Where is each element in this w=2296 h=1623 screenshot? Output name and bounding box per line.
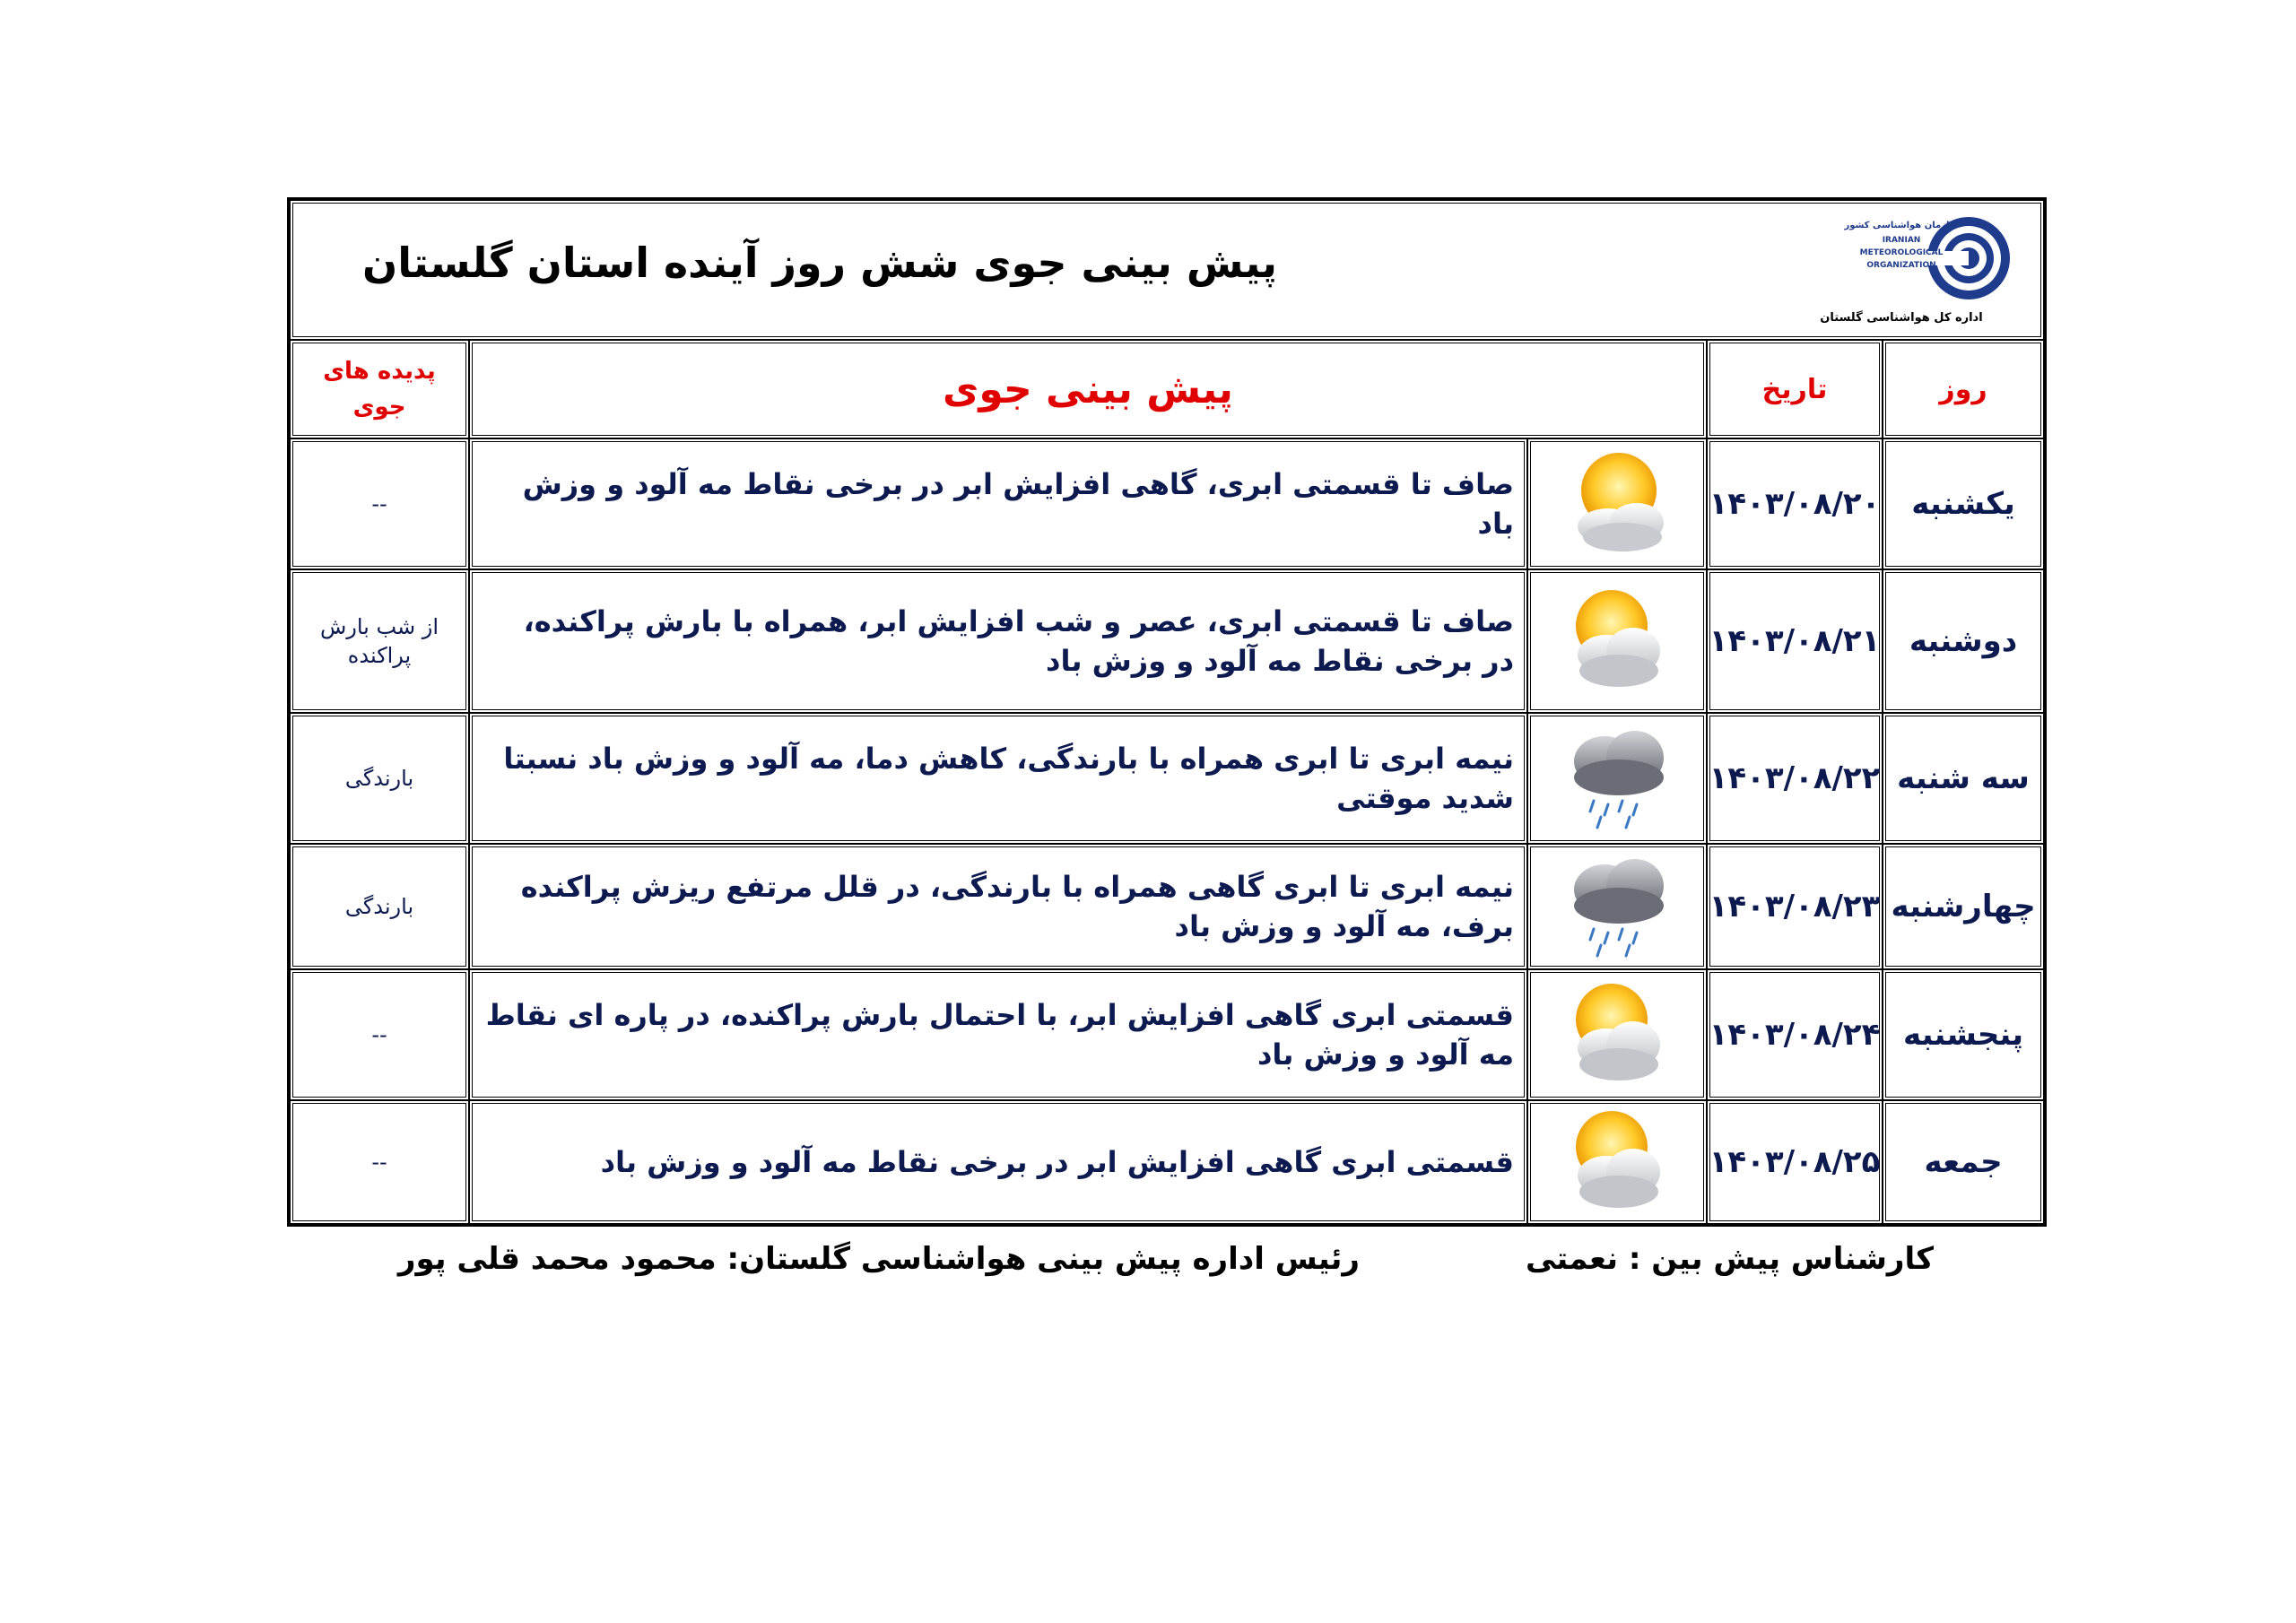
department-head-name: رئیس اداره پیش بینی هواشناسی گلستان: محمود محمد قلی پور <box>397 1241 1360 1277</box>
table-row <box>290 844 2044 969</box>
icon-cell <box>1527 438 1707 569</box>
icon-cell <box>1527 844 1707 969</box>
date-cell: ۱۴۰۳/۰۸/۲۰ <box>1707 438 1883 569</box>
table-row <box>290 713 2044 844</box>
forecast-cell: صاف تا قسمتی ابری، گاهی افزایش ابر در برخی نقاط مه آلود و وزش باد <box>469 438 1527 569</box>
forecast-table <box>287 197 2047 1227</box>
page-title: پیش بینی جوی شش روز آینده استان گلستان <box>361 239 1278 287</box>
rain-cloud-icon <box>1554 718 1680 835</box>
day-header: روز <box>1883 340 2044 438</box>
date-header: تاریخ <box>1707 340 1883 438</box>
logo-subtitle: اداره کل هواشناسی گلستان <box>1820 311 1983 325</box>
day-cell: دوشنبه <box>1883 569 2044 713</box>
date-cell: ۱۴۰۳/۰۸/۲۳ <box>1707 844 1883 969</box>
cloudy-sun-icon <box>1554 581 1680 698</box>
logo-org-en-1: IRANIAN <box>1882 236 1921 245</box>
meteorological-organization-logo <box>1794 212 2027 328</box>
icon-cell <box>1527 1100 1707 1224</box>
forecast-cell: صاف تا قسمتی ابری، عصر و شب افزایش ابر، همراه با بارش پراکنده، در برخی نقاط مه آلود و وزش باد <box>469 569 1527 713</box>
forecast-cell: نیمه ابری تا ابری گاهی همراه با بارندگی، در قلل مرتفع ریزش پراکنده برف، مه آلود و وزش باد <box>469 844 1527 969</box>
icon-cell <box>1527 713 1707 844</box>
icon-cell <box>1527 569 1707 713</box>
title-cell <box>290 200 2044 340</box>
day-cell: جمعه <box>1883 1100 2044 1224</box>
day-cell: یکشنبه <box>1883 438 2044 569</box>
table-row <box>290 969 2044 1100</box>
logo-org-fa: سازمان هواشناسی کشور <box>1844 221 1959 230</box>
forecast-cell: قسمتی ابری گاهی افزایش ابر در برخی نقاط مه آلود و وزش باد <box>469 1100 1527 1224</box>
forecast-sheet <box>287 197 2041 1227</box>
forecast-header: پیش بینی جوی <box>469 340 1707 438</box>
forecaster-name: کارشناس پیش بین : نعمتی <box>1525 1241 1934 1277</box>
date-cell: ۱۴۰۳/۰۸/۲۲ <box>1707 713 1883 844</box>
signature-footer <box>287 1241 2041 1295</box>
title-row <box>290 200 2044 340</box>
cloudy-sun-icon <box>1554 975 1680 1091</box>
rain-cloud-icon <box>1554 846 1680 963</box>
date-cell: ۱۴۰۳/۰۸/۲۴ <box>1707 969 1883 1100</box>
table-row <box>290 1100 2044 1224</box>
column-header-row <box>290 340 2044 438</box>
phenomena-cell: -- <box>290 438 469 569</box>
day-cell: پنجشنبه <box>1883 969 2044 1100</box>
logo-org-en-2: METEOROLOGICAL <box>1859 248 1944 257</box>
phenomena-cell: بارندگی <box>290 713 469 844</box>
phenomena-cell: -- <box>290 1100 469 1224</box>
date-cell: ۱۴۰۳/۰۸/۲۱ <box>1707 569 1883 713</box>
cloudy-sun-icon <box>1554 1102 1680 1219</box>
phenomena-cell: از شب بارش پراکنده <box>290 569 469 713</box>
partly-cloudy-sun-icon <box>1554 444 1680 560</box>
table-row <box>290 569 2044 713</box>
forecast-cell: قسمتی ابری گاهی افزایش ابر، با احتمال بارش پراکنده، در پاره ای نقاط مه آلود و وزش باد <box>469 969 1527 1100</box>
phenomena-header-line1: پدیده های <box>323 358 436 385</box>
logo-org-en-3: ORGANIZATION <box>1866 261 1936 270</box>
phenomena-cell: -- <box>290 969 469 1100</box>
day-cell: چهارشنبه <box>1883 844 2044 969</box>
date-cell: ۱۴۰۳/۰۸/۲۵ <box>1707 1100 1883 1224</box>
day-cell: سه شنبه <box>1883 713 2044 844</box>
phenomena-header <box>290 340 469 438</box>
forecast-cell: نیمه ابری تا ابری همراه با بارندگی، کاهش دما، مه آلود و وزش باد نسبتا شدید موقتی <box>469 713 1527 844</box>
phenomena-cell: بارندگی <box>290 844 469 969</box>
icon-cell <box>1527 969 1707 1100</box>
table-row <box>290 438 2044 569</box>
phenomena-header-line2: جوی <box>352 394 406 421</box>
